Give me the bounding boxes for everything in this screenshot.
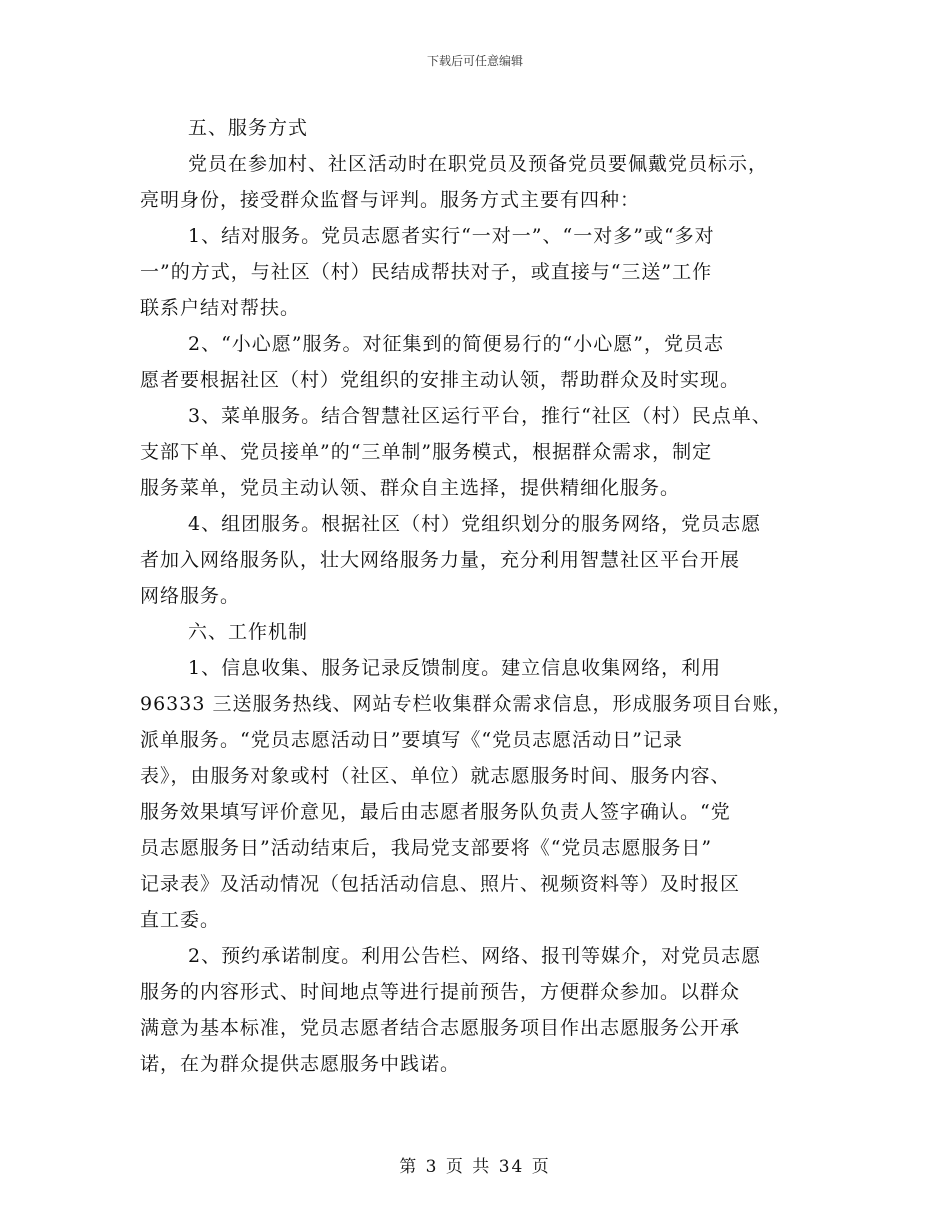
text-line: 服务的内容形式、时间地点等进行提前预告，方便群众参加。以群众 (140, 981, 741, 1003)
text-line: 96333 三送服务热线、网站专栏收集群众需求信息，形成服务项目台账， (140, 693, 793, 715)
text-line: 2、预约承诺制度。利用公告栏、网络、报刊等媒介，对党员志愿 (188, 945, 762, 967)
text-line: 诺，在为群众提供志愿服务中践诺。 (140, 1053, 461, 1075)
text-line: 者加入网络服务队，壮大网络服务力量，充分利用智慧社区平台开展 (140, 549, 741, 571)
text-line: 一”的方式，与社区（村）民结成帮扶对子，或直接与“三送”工作 (140, 261, 713, 283)
text-line: 1、结对服务。党员志愿者实行“一对一”、“一对多”或“多对 (188, 225, 715, 247)
text-line: 亮明身份，接受群众监督与评判。服务方式主要有四种： (140, 189, 641, 211)
text-line: 2、“小心愿”服务。对征集到的简便易行的“小心愿”，党员志 (188, 333, 724, 355)
text-line: 联系户结对帮扶。 (140, 297, 301, 319)
header-note: 下载后可任意编辑 (426, 54, 523, 68)
document-body (140, 110, 830, 1082)
text-line: 员志愿服务日”活动结束后，我局党支部要将《“党员志愿服务日” (140, 837, 713, 859)
text-line: 网络服务。 (140, 585, 241, 607)
text-line: 记录表》及活动情况（包括活动信息、照片、视频资料等）及时报区 (140, 873, 741, 895)
text-line: 3、菜单服务。结合智慧社区运行平台，推行“社区（村）民点单、 (188, 405, 772, 427)
section-heading: 六、工作机制 (188, 621, 309, 643)
text-line: 满意为基本标准，党员志愿者结合志愿服务项目作出志愿服务公开承 (140, 1017, 741, 1039)
page-number: 第 3 页 共 34 页 (399, 1157, 551, 1177)
text-line: 表》，由服务对象或村（社区、单位）就志愿服务时间、服务内容、 (140, 765, 731, 787)
text-line: 直工委。 (140, 909, 221, 931)
text-line: 4、组团服务。根据社区（村）党组织划分的服务网络，党员志愿 (188, 513, 762, 535)
text-line: 派单服务。“党员志愿活动日”要填写《“党员志愿活动日”记录 (140, 729, 683, 751)
text-line: 支部下单、党员接单”的“三单制”服务模式，根据群众需求，制定 (140, 441, 713, 463)
text-line: 1、信息收集、服务记录反馈制度。建立信息收集网络，利用 (188, 657, 722, 679)
text-line: 服务菜单，党员主动认领、群众自主选择，提供精细化服务。 (140, 477, 681, 499)
section-heading: 五、服务方式 (188, 117, 309, 139)
text-line: 党员在参加村、社区活动时在职党员及预备党员要佩戴党员标示， (188, 153, 769, 175)
text-line: 愿者要根据社区（村）党组织的安排主动认领，帮助群众及时实现。 (140, 369, 741, 391)
text-line: 服务效果填写评价意见，最后由志愿者服务队负责人签字确认。“党 (140, 801, 731, 823)
